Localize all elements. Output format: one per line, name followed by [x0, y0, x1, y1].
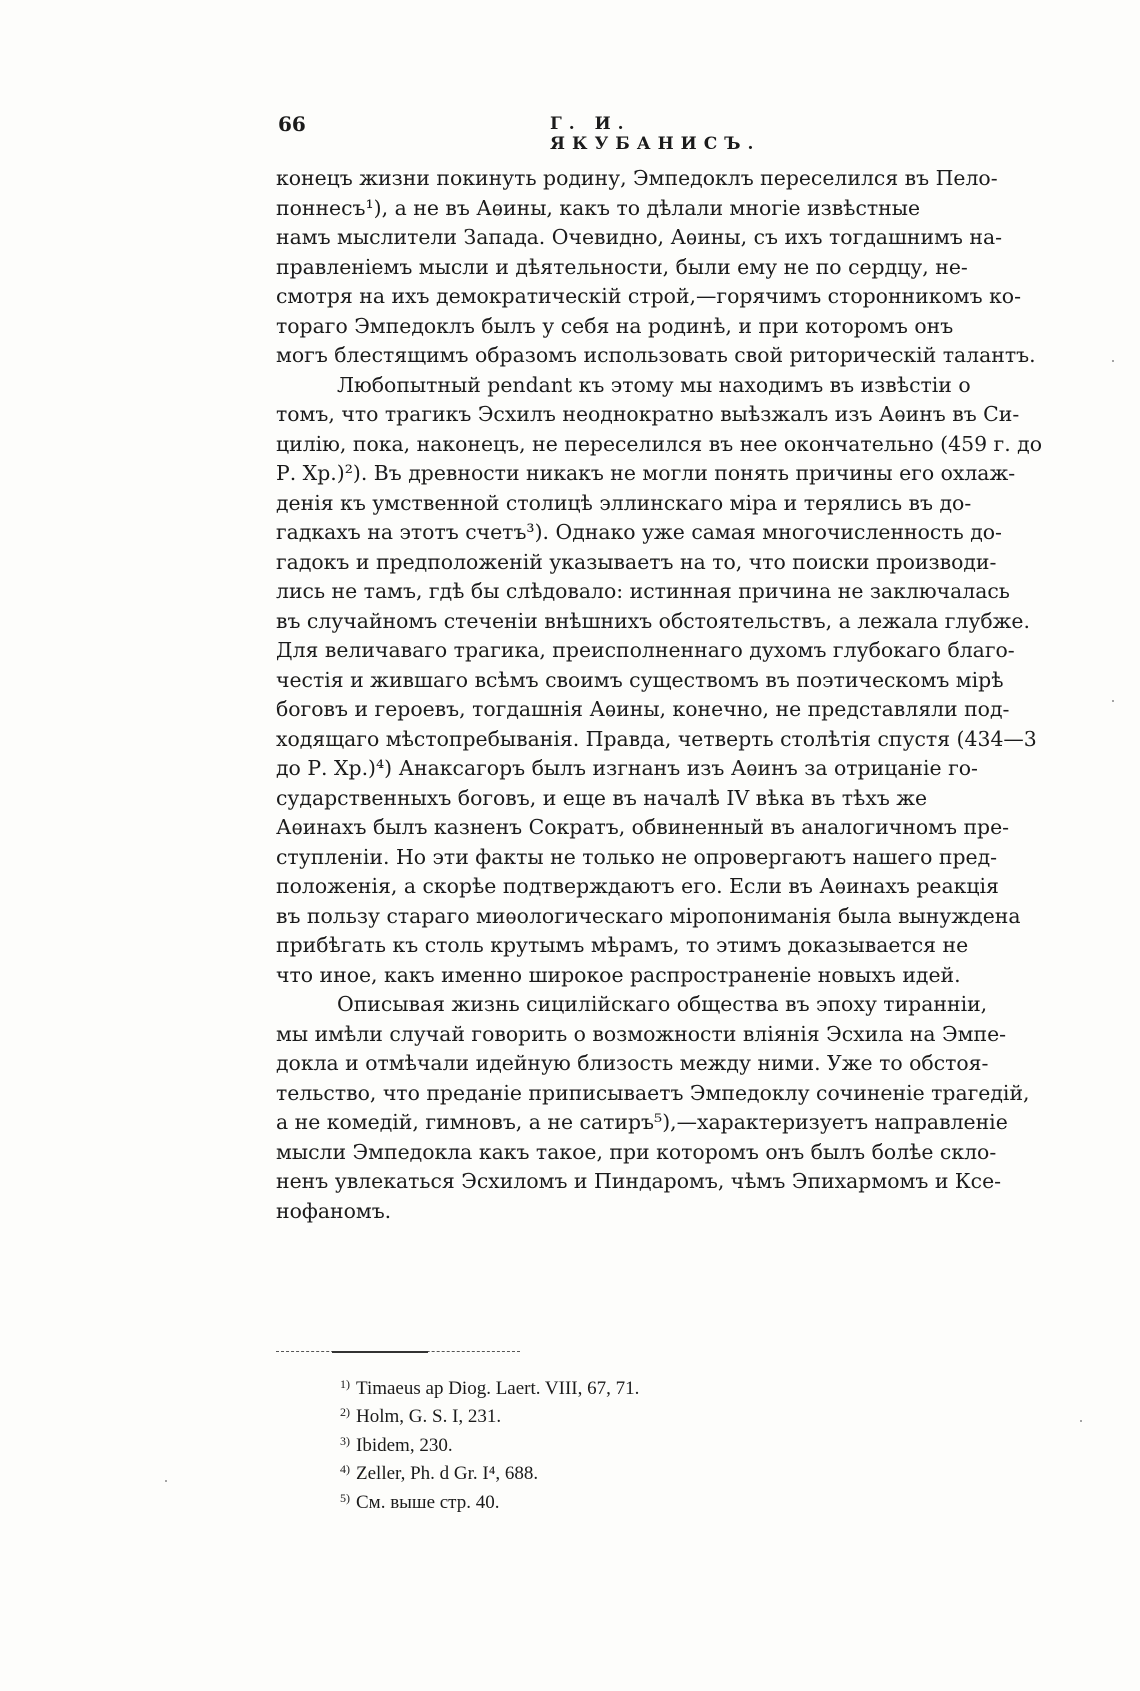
- text-line: гадкахъ на этотъ счетъ³). Однако уже самая многочисленность до-: [276, 520, 1002, 544]
- footnote-mark: 5): [340, 1490, 350, 1505]
- text-line: въ пользу стараго миѳологическаго міропониманія была вынуждена: [276, 903, 1021, 928]
- text-line: честія и жившаго всѣмъ своимъ существомъ въ поэтическомъ мірѣ: [276, 667, 1004, 692]
- text-line: а не комедій, гимновъ, а не сатиръ⁵),—характеризуетъ направленіе: [276, 1110, 1008, 1134]
- text-line: прибѣгать къ столь крутымъ мѣрамъ, то этимъ доказывается не: [276, 933, 969, 957]
- text-line: поннесъ¹), а не въ Аѳины, какъ то дѣлали многіе извѣстные: [276, 195, 921, 220]
- text-line: боговъ и героевъ, тогдашнія Аѳины, конечно, не представляли под-: [276, 697, 1010, 721]
- page-header: [278, 112, 824, 154]
- footnotes: [340, 1370, 740, 1512]
- scan-speck: [165, 1480, 167, 1482]
- footnote-mark: 3): [340, 1433, 350, 1448]
- text-line: положенія, а скорѣе подтверждаютъ его. Если въ Аѳинахъ реакція: [276, 874, 999, 898]
- footnote-mark: 2): [340, 1405, 350, 1420]
- footnote-text: Ibidem, 230.: [356, 1434, 453, 1456]
- text-line: нофаномъ.: [276, 1198, 392, 1223]
- footnote: [340, 1370, 740, 1398]
- footnote: [340, 1398, 740, 1426]
- footnote-text: Zeller, Ph. d Gr. I⁴, 688.: [356, 1463, 539, 1485]
- text-line: ходящаго мѣстопребыванія. Правда, четверть столѣтія спустя (434—3: [276, 726, 1037, 751]
- footnote: [340, 1484, 740, 1512]
- text-line: правленіемъ мысли и дѣятельности, были ему не по сердцу, не-: [276, 254, 968, 279]
- footnote-text: Timaeus ap Diog. Laert. VIII, 67, 71.: [356, 1378, 640, 1399]
- text-line: ступленіи. Но эти факты не только не опровергаютъ нашего пред-: [276, 844, 998, 869]
- scan-speck: [1112, 700, 1114, 702]
- text-line: могъ блестящимъ образомъ использовать свой риторическій талантъ.: [276, 343, 1036, 367]
- footnote-mark: 4): [340, 1462, 350, 1477]
- text-line: что иное, какъ именно широкое распространеніе новыхъ идей.: [276, 962, 961, 987]
- text-line: докла и отмѣчали идейную близость между ними. Уже то обстоя-: [276, 1051, 989, 1075]
- text-line: Р. Хр.)²). Въ древности никакъ не могли понять причины его охлаж-: [276, 461, 1016, 485]
- text-line: конецъ жизни покинуть родину, Эмпедоклъ переселился въ Пело-: [276, 166, 998, 190]
- text-line: мысли Эмпедокла какъ такое, при которомъ онъ былъ болѣе скло-: [276, 1139, 997, 1164]
- footnote: [340, 1427, 740, 1455]
- running-title: Г. И. ЯКУБАНИСЪ.: [550, 114, 761, 154]
- text-line: въ случайномъ стеченіи внѣшнихъ обстоятельствъ, а лежала глубже.: [276, 608, 1030, 633]
- footnote-mark: 1): [340, 1377, 350, 1391]
- text-line: сударственныхъ боговъ, и еще въ началѣ IV вѣка въ тѣхъ же: [276, 785, 928, 810]
- scan-speck: [1080, 1420, 1082, 1422]
- text-line: гадокъ и предположеній указываетъ на то, что поиски производи-: [276, 549, 997, 574]
- paragraph-start-line: Любопытный pendant къ этому мы находимъ въ извѣстіи о: [337, 372, 971, 397]
- text-line: тельство, что преданіе приписываетъ Эмпедоклу сочиненіе трагедій,: [276, 1080, 1030, 1105]
- text-line: до Р. Хр.)⁴) Анаксагоръ былъ изгнанъ изъ Аѳинъ за отрицаніе го-: [276, 756, 978, 780]
- page-number: 66: [278, 112, 306, 136]
- footnote-text: Holm, G. S. I, 231.: [356, 1406, 502, 1428]
- text-line: денія къ умственной столицѣ эллинскаго міра и терялись въ до-: [276, 490, 972, 515]
- text-line: Для величаваго трагика, преисполненнаго духомъ глубокаго благо-: [276, 638, 1015, 662]
- text-line: лись не тамъ, гдѣ бы слѣдовало: истинная причина не заключалась: [276, 579, 1010, 603]
- scan-speck: [1112, 360, 1114, 362]
- text-line: намъ мыслители Запада. Очевидно, Аѳины, съ ихъ тогдашнимъ на-: [276, 225, 1003, 249]
- footnote-separator-rule: [332, 1351, 428, 1353]
- text-line: Аѳинахъ былъ казненъ Сократъ, обвиненный въ аналогичномъ пре-: [276, 815, 1010, 839]
- footnote: [340, 1455, 740, 1483]
- text-line: ненъ увлекаться Эсхиломъ и Пиндаромъ, чѣмъ Эпихармомъ и Ксе-: [276, 1169, 1002, 1193]
- text-line: цилію, пока, наконецъ, не переселился въ нее окончательно (459 г. до: [276, 431, 1043, 456]
- main-text: [276, 164, 1043, 1226]
- text-line: мы имѣли случай говорить о возможности вліянія Эсхила на Эмпе-: [276, 1021, 1007, 1046]
- paragraph-start-line: Описывая жизнь сицилійскаго общества въ эпоху тиранніи,: [337, 992, 988, 1016]
- text-line: томъ, что трагикъ Эсхилъ неоднократно выѣзжалъ изъ Аѳинъ въ Си-: [276, 402, 1020, 426]
- footnote-text: См. выше стр. 40.: [356, 1491, 500, 1513]
- text-line: тораго Эмпедоклъ былъ у себя на родинѣ, и при которомъ онъ: [276, 313, 954, 338]
- text-line: смотря на ихъ демократическій строй,—горячимъ сторонникомъ ко-: [276, 284, 1021, 308]
